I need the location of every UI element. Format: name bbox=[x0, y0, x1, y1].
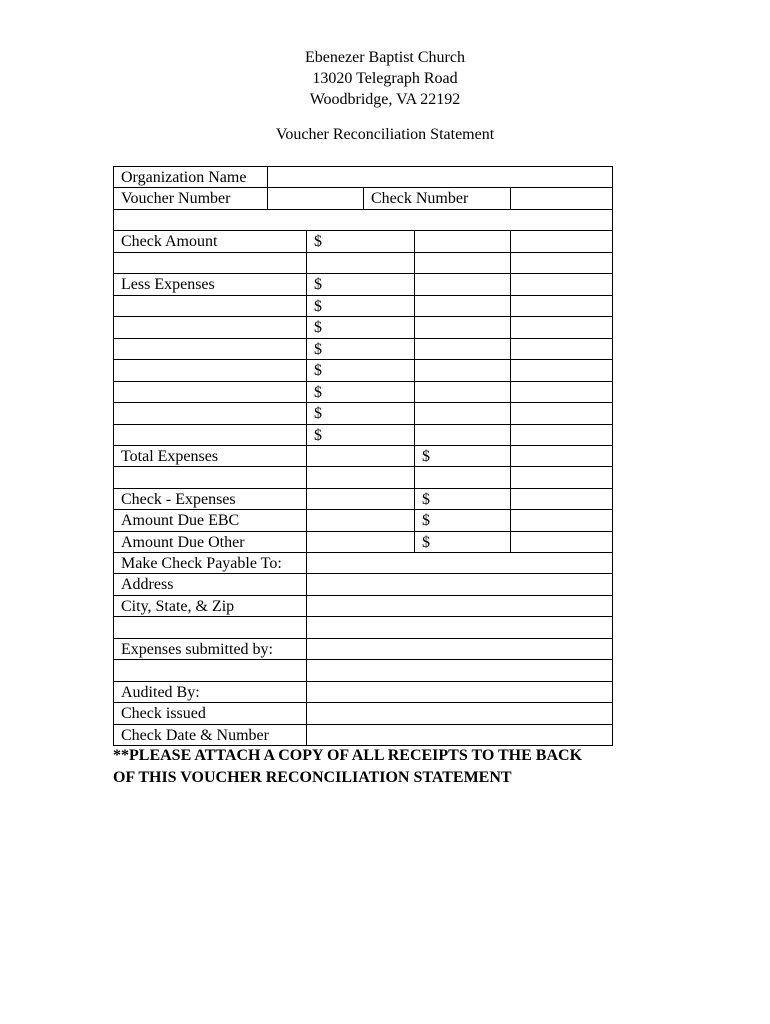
rule bbox=[113, 338, 613, 339]
check-number-label: Check Number bbox=[371, 190, 469, 207]
organization-name-label: Organization Name bbox=[121, 169, 247, 186]
rule bbox=[267, 166, 268, 209]
rule bbox=[113, 424, 613, 425]
check-date-number-label: Check Date & Number bbox=[121, 727, 269, 744]
address-label: Address bbox=[121, 576, 174, 593]
rule bbox=[113, 316, 613, 317]
rule bbox=[414, 230, 415, 553]
currency-symbol: $ bbox=[314, 276, 322, 293]
rule bbox=[113, 209, 613, 210]
currency-symbol: $ bbox=[314, 362, 322, 379]
voucher-number-label: Voucher Number bbox=[121, 190, 231, 207]
amount-due-other-label: Amount Due Other bbox=[121, 534, 245, 551]
rule bbox=[113, 359, 613, 360]
currency-symbol: $ bbox=[422, 512, 430, 529]
currency-symbol: $ bbox=[314, 233, 322, 250]
currency-symbol: $ bbox=[314, 341, 322, 358]
receipts-notice bbox=[113, 745, 673, 789]
receipts-notice-line1: **PLEASE ATTACH A COPY OF ALL RECEIPTS TO THE BACK bbox=[113, 747, 583, 764]
check-amount-label: Check Amount bbox=[121, 233, 218, 250]
less-expenses-label: Less Expenses bbox=[121, 276, 215, 293]
rule bbox=[113, 402, 613, 403]
street-address: 13020 Telegraph Road bbox=[312, 70, 458, 87]
currency-symbol: $ bbox=[422, 534, 430, 551]
currency-symbol: $ bbox=[422, 491, 430, 508]
rule bbox=[510, 230, 511, 553]
check-minus-expenses-label: Check - Expenses bbox=[121, 491, 236, 508]
rule bbox=[113, 381, 613, 382]
rule bbox=[113, 166, 114, 746]
currency-symbol: $ bbox=[314, 427, 322, 444]
audited-by-label: Audited By: bbox=[121, 684, 200, 701]
city-state-zip-label: City, State, & Zip bbox=[121, 598, 235, 615]
currency-symbol: $ bbox=[314, 384, 322, 401]
make-check-payable-label: Make Check Payable To: bbox=[121, 555, 282, 572]
rule bbox=[363, 187, 364, 209]
page-title: Voucher Reconciliation Statement bbox=[275, 126, 495, 143]
currency-symbol: $ bbox=[422, 448, 430, 465]
rule bbox=[510, 187, 511, 209]
expenses-submitted-by-label: Expenses submitted by: bbox=[121, 641, 273, 658]
currency-symbol: $ bbox=[314, 405, 322, 422]
currency-symbol: $ bbox=[314, 319, 322, 336]
rule bbox=[306, 230, 307, 746]
receipts-notice-line2: OF THIS VOUCHER RECONCILIATION STATEMENT bbox=[113, 769, 512, 786]
check-issued-label: Check issued bbox=[121, 705, 206, 722]
rule bbox=[113, 295, 613, 296]
church-address-block bbox=[0, 47, 770, 110]
rule bbox=[612, 166, 613, 746]
church-name: Ebenezer Baptist Church bbox=[305, 49, 465, 66]
amount-due-ebc-label: Amount Due EBC bbox=[121, 512, 240, 529]
rule bbox=[113, 252, 613, 253]
total-expenses-label: Total Expenses bbox=[121, 448, 219, 465]
currency-symbol: $ bbox=[314, 298, 322, 315]
city-state-zip-address: Woodbridge, VA 22192 bbox=[309, 91, 461, 108]
